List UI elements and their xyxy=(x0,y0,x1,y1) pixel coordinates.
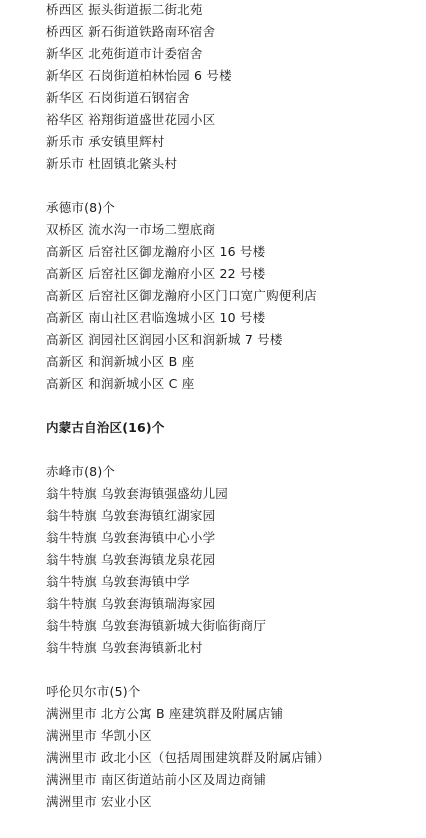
text-line: 翁牛特旗 乌敦套海镇强盛幼儿园 xyxy=(46,486,228,501)
document-body xyxy=(46,0,426,813)
text-line: 翁牛特旗 乌敦套海镇新城大街临街商厅 xyxy=(46,618,267,633)
text-line: 裕华区 裕翔街道盛世花园小区 xyxy=(46,112,216,127)
text-line: 高新区 和润新城小区 B 座 xyxy=(46,354,195,369)
blank-line xyxy=(46,439,426,461)
text-line: 新华区 石岗街道石钢宿舍 xyxy=(46,90,190,105)
text-line: 新乐市 承安镇里辉村 xyxy=(46,134,165,149)
text-line: 高新区 后窑社区御龙瀚府小区门口宽广购便利店 xyxy=(46,288,317,303)
text-line: 翁牛特旗 乌敦套海镇龙泉花园 xyxy=(46,552,216,567)
text-line: 高新区 南山社区君临逸城小区 10 号楼 xyxy=(46,310,266,325)
blank-line xyxy=(46,659,426,681)
blank-line xyxy=(46,395,426,417)
text-line: 新华区 北苑街道市计委宿舍 xyxy=(46,46,203,61)
text-line: 高新区 润园社区润园小区和润新城 7 号楼 xyxy=(46,332,283,347)
text-line: 新乐市 杜固镇北綮头村 xyxy=(46,156,178,171)
text-line: 满洲里市 宏业小区 xyxy=(46,794,152,809)
text-line: 桥西区 新石街道铁路南环宿舍 xyxy=(46,24,216,39)
text-line: 高新区 后窑社区御龙瀚府小区 16 号楼 xyxy=(46,244,266,259)
text-line: 承德市(8)个 xyxy=(46,200,116,215)
text-line: 翁牛特旗 乌敦套海镇红湖家园 xyxy=(46,508,216,523)
section-heading: 内蒙古自治区(16)个 xyxy=(46,420,165,435)
text-line: 新华区 石岗街道柏林怡园 6 号楼 xyxy=(46,68,232,83)
text-line: 满洲里市 南区街道站前小区及周边商铺 xyxy=(46,772,267,787)
text-line: 呼伦贝尔市(5)个 xyxy=(46,684,141,699)
text-line: 翁牛特旗 乌敦套海镇中心小学 xyxy=(46,530,216,545)
text-line: 桥西区 振头街道振二街北苑 xyxy=(46,2,203,17)
text-line: 翁牛特旗 乌敦套海镇新北村 xyxy=(46,640,203,655)
blank-line xyxy=(46,175,426,197)
text-line: 满洲里市 华凯小区 xyxy=(46,728,152,743)
text-line: 满洲里市 北方公寓 B 座建筑群及附属店铺 xyxy=(46,706,284,721)
text-line: 双桥区 流水沟一市场二塑底商 xyxy=(46,222,216,237)
text-line: 满洲里市 政北小区（包括周围建筑群及附属店铺） xyxy=(46,750,330,765)
text-line: 翁牛特旗 乌敦套海镇中学 xyxy=(46,574,190,589)
text-line: 翁牛特旗 乌敦套海镇瑞海家园 xyxy=(46,596,216,611)
text-line: 高新区 和润新城小区 C 座 xyxy=(46,376,195,391)
text-line: 高新区 后窑社区御龙瀚府小区 22 号楼 xyxy=(46,266,266,281)
text-line: 赤峰市(8)个 xyxy=(46,464,116,479)
